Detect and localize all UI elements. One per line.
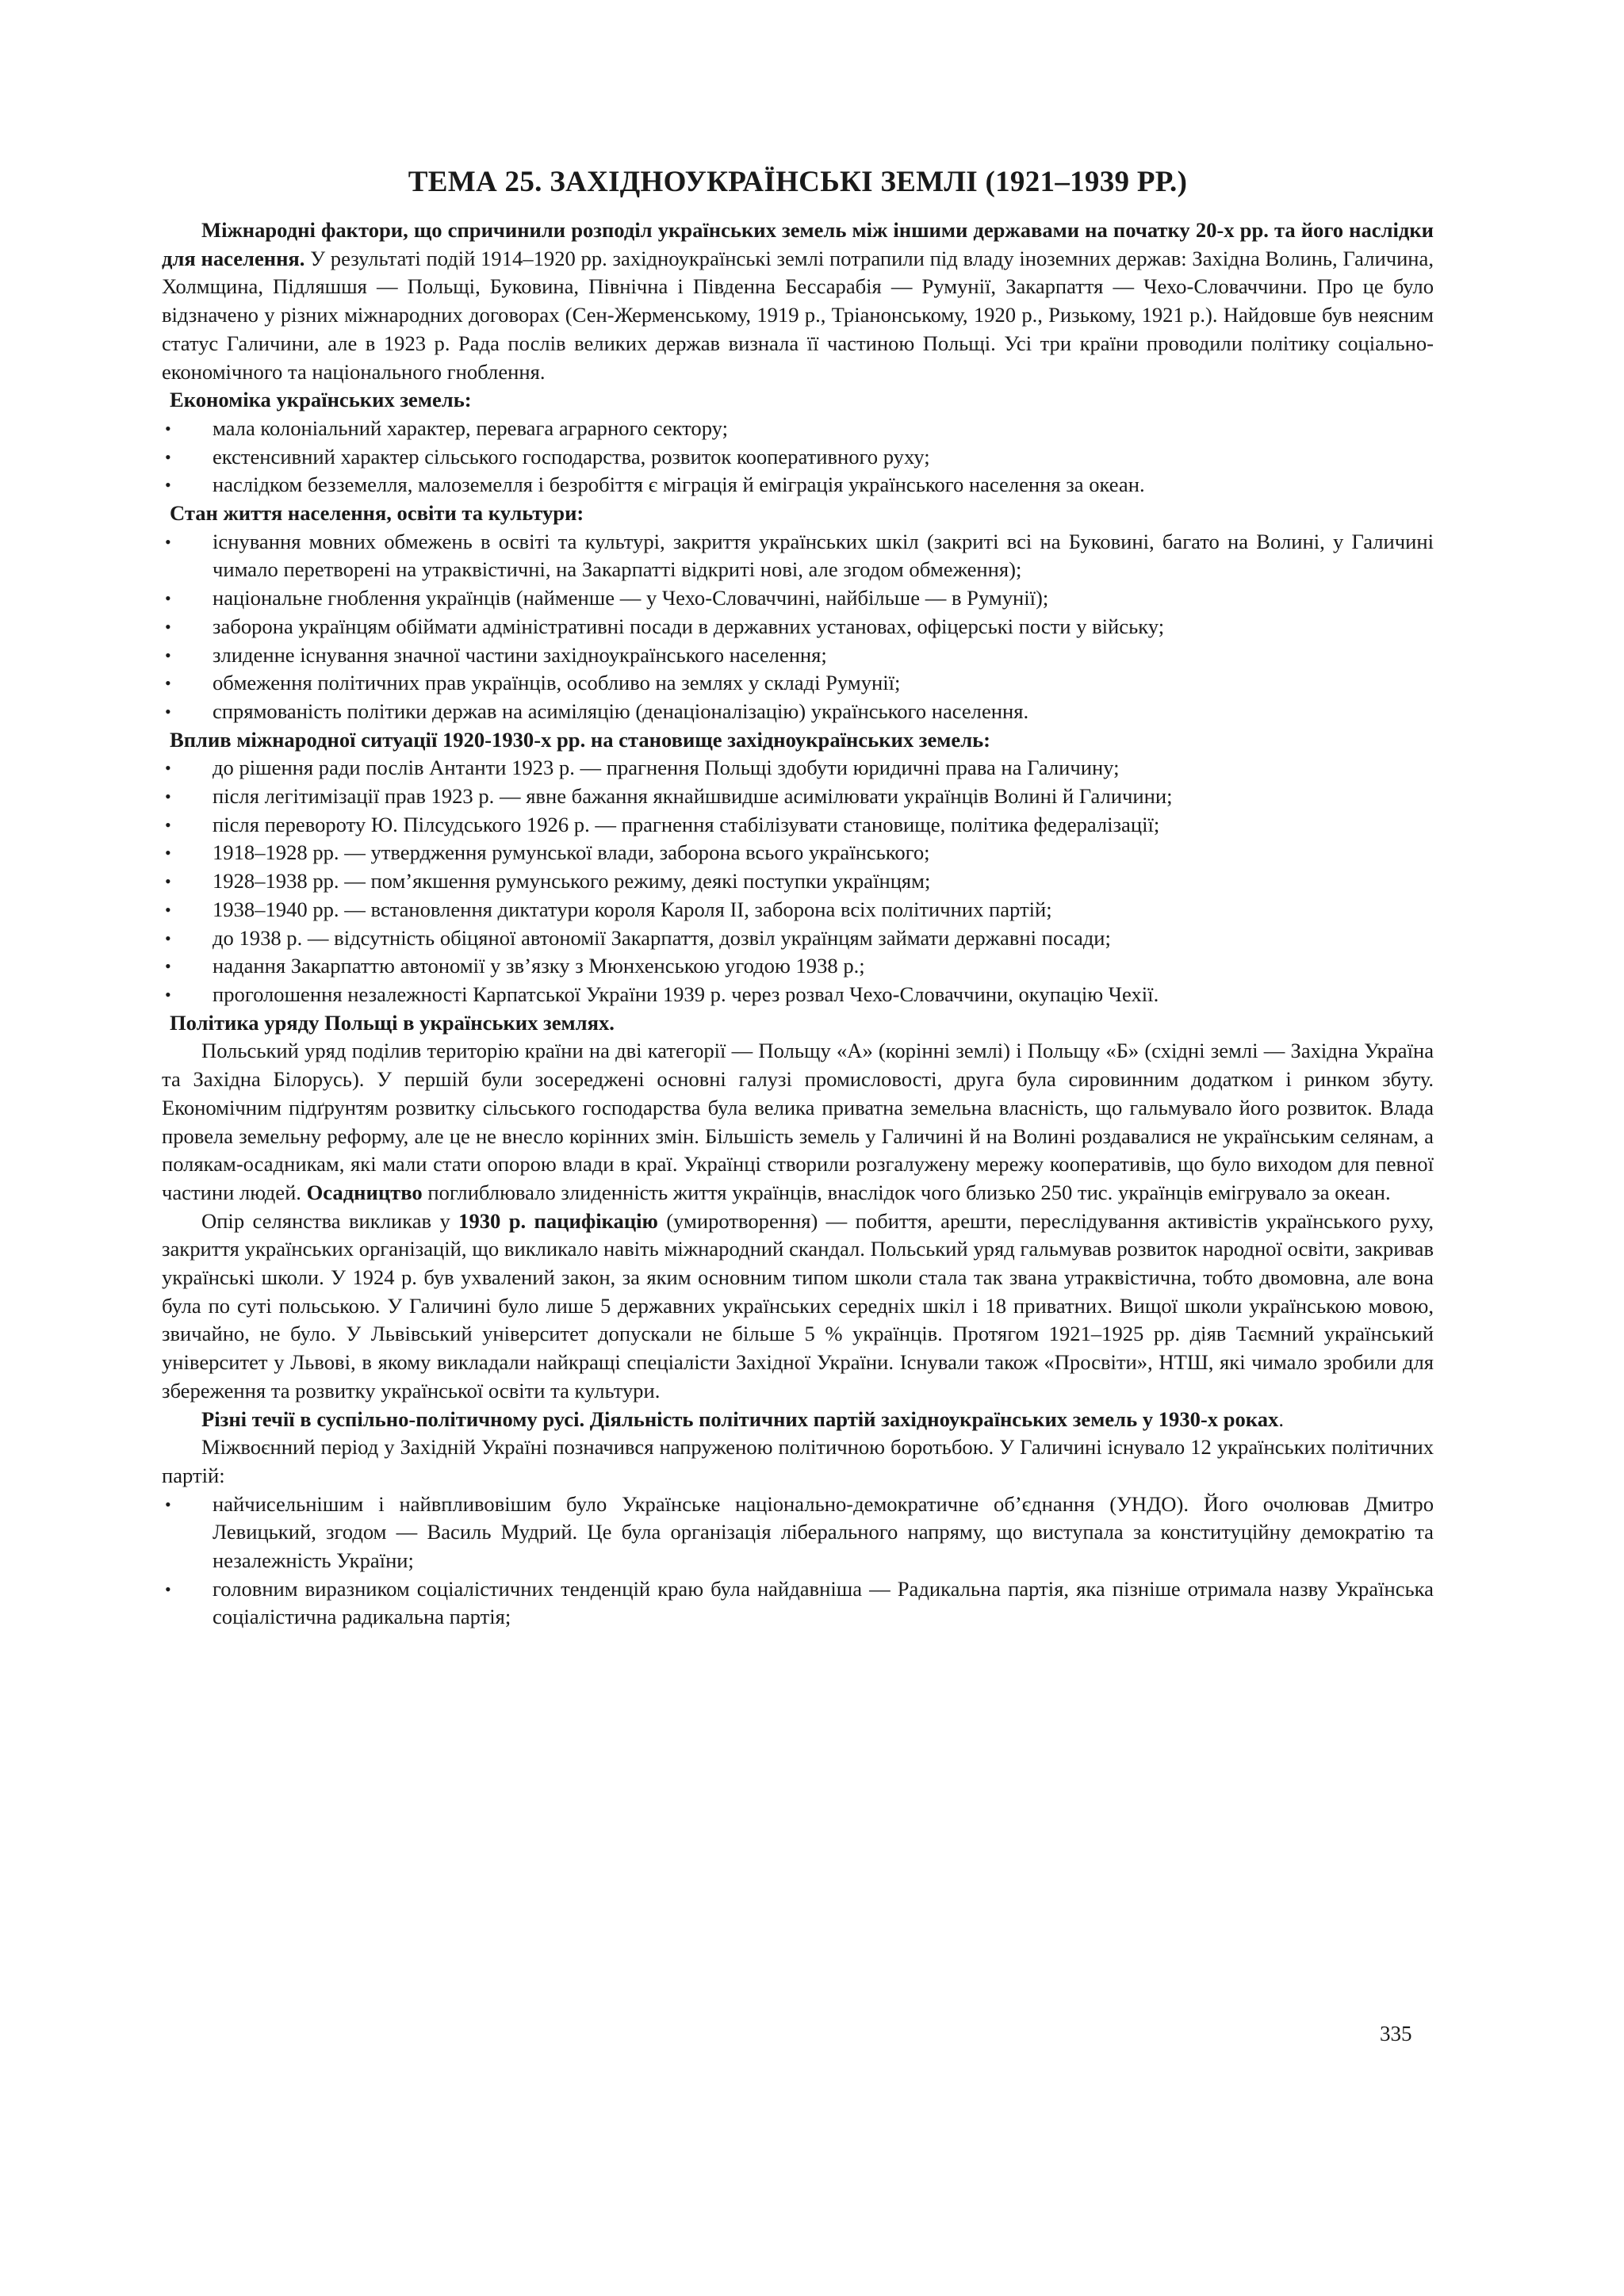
living-list	[162, 528, 1434, 726]
bullet-icon: •	[165, 446, 171, 467]
pacification-term: 1930 р. пацифікацію	[458, 1208, 658, 1233]
osadnytstvo-term: Осадництво	[306, 1180, 423, 1204]
list-item: • злиденне існування значної частини західноукраїнського населення;	[162, 641, 1434, 670]
list-item: • обмеження політичних прав українців, особливо на землях у складі Румунії;	[162, 669, 1434, 698]
parties-heading: Різні течії в суспільно-політичному русі. Діяльність політичних партій західноукраїнських земель у 1930-х роках.	[201, 1406, 1284, 1431]
bullet-icon: •	[165, 701, 171, 721]
list-item: • до рішення ради послів Антанти 1923 р. — прагнення Польщі здобути юридичні права на Галичину;	[162, 754, 1434, 783]
bullet-icon: •	[165, 758, 171, 779]
list-item: • 1928–1938 рр. — пом’якшення румунського режиму, деякі поступки українцям;	[162, 867, 1434, 896]
intro-bold-lead: Міжнародні фактори, що спричинили розподіл українських земель між іншими державами на початку 20-х рр. та його наслідки для населення.	[162, 218, 1434, 270]
bullet-icon: •	[165, 616, 171, 637]
intro-text: У результаті подій 1914–1920 рр. західноукраїнські землі потрапили під владу іноземних держав: Західна Волинь, Галичина, Холмщина, Підляшшя — Польщі, Буковина, Північна і Південна Бессарабія — Румунії, Закарпаття — Чехо-Словаччини. Про це було відзначено у різних міжнародних договорах (Сен-Жерменському, 1919 р., Тріанонському, 1920 р., Ризькому, 1921 р.). Найдовше був неясним статус Галичини, але в 1923 р. Рада послів великих держав визнала її частиною Польщі. Усі три країни проводили політику соціально-економічного та національного гноблення.	[162, 246, 1434, 384]
bullet-icon: •	[165, 475, 171, 496]
parties-list	[162, 1490, 1434, 1632]
living-heading: Стан життя населення, освіти та культури:	[170, 501, 584, 526]
bullet-icon: •	[165, 418, 171, 438]
bullet-icon: •	[165, 843, 171, 863]
list-item: • 1918–1928 рр. — утвердження румунської влади, заборона всього українського;	[162, 839, 1434, 867]
bullet-icon: •	[165, 645, 171, 665]
list-item: • заборона українцям обіймати адміністративні посади в державних установах, офіцерські пости у війську;	[162, 613, 1434, 641]
list-item: • існування мовних обмежень в освіті та культурі, закриття українських шкіл (закриті всі на Буковині, багато на Волині, у Галичині чимало перетворені на утраквістичні, на Закарпатті відкриті нові, але згодом обмеження);	[165, 529, 1434, 582]
poland-paragraph-1: Польський уряд поділив територію країни на дві категорії — Польщу «А» (корінні землі) і Польщу «Б» (східні землі — Західна Україна та Західна Білорусь). У першій були зосереджені основні галузі промисловості, друга була сировинним додатком і ринком збуту. Економічним підґрунтям розвитку сільського господарства була велика приватна земельна власність, що гальмувало його розвиток. Влада провела земельну реформу, але це не внесло корінних змін. Більшість земель у Галичині й на Волині роздавалися не українським селянам, а полякам-осадникам, які мали стати опорою влади в краї. Українці створили розгалужену мережу кооперативів, що було виходом для певної частини людей. Осадництво поглиблювало злиденність життя українців, внаслідок чого близько 250 тис. українців емігрувало за океан.	[162, 1039, 1434, 1204]
list-item: • мала колоніальний характер, перевага аграрного сектору;	[162, 415, 1434, 443]
list-item: • найчисельнішим і найвпливовішим було Українське національно-демократичне об’єднання (УНДО). Його очолював Дмитро Левицький, згодом — Василь Мудрий. Це була організація ліберального напряму, що виступала за конституційну демократію та незалежність України;	[165, 1491, 1434, 1573]
list-item: • 1938–1940 рр. — встановлення диктатури короля Кароля II, заборона всіх політичних партій;	[162, 896, 1434, 924]
list-item: • головним виразником соціалістичних тенденцій краю була найдавніша — Радикальна партія, яка пізніше отримала назву Українська соціалістична радикальна партія;	[165, 1576, 1434, 1629]
poland-heading: Політика уряду Польщі в українських землях.	[170, 1010, 615, 1035]
list-item: • після перевороту Ю. Пілсудського 1926 р. — прагнення стабілізувати становище, політика федералізації;	[162, 811, 1434, 840]
list-item: • спрямованість політики держав на асиміляцію (денаціоналізацію) українського населення.	[162, 698, 1434, 726]
list-item: • наслідком безземелля, малоземелля і безробіття є міграція й еміграція українського населення за океан.	[162, 471, 1434, 499]
bullet-icon: •	[165, 673, 171, 694]
intl-heading: Вплив міжнародної ситуації 1920-1930-х рр. на становище західноукраїнських земель:	[170, 727, 991, 752]
bullet-icon: •	[165, 1494, 171, 1514]
intl-list	[162, 754, 1434, 1008]
bullet-icon: •	[165, 1578, 171, 1599]
poland-paragraph-2: Опір селянства викликав у 1930 р. пацифікацію (умиротворення) — побиття, арешти, переслідування активістів українського руху, закриття українських організацій, що викликало навіть міжнародний скандал. Польський уряд гальмував розвиток народної освіти, закривав українські школи. У 1924 р. був ухвалений закон, за яким основним типом школи стала так звана утраквістична, тобто двомовна, але вона була по суті польською. У Галичині було лише 5 державних українських середніх шкіл і 18 приватних. Вищої школи українською мовою, звичайно, не було. У Львівський університет допускали не більше 5 % українців. Протягом 1921–1925 рр. діяв Таємний український університет у Львові, в якому викладали найкращі спеціалісти Західної України. Існували також «Просвіти», НТШ, які чимало зробили для збереження та розвитку української освіти та культури.	[162, 1208, 1434, 1402]
bullet-icon: •	[165, 588, 171, 609]
body-text	[162, 216, 1434, 1632]
bullet-icon: •	[165, 871, 171, 892]
list-item: • національне гноблення українців (найменше — у Чехо-Словаччині, найбільше — в Румунії);	[162, 584, 1434, 613]
list-item: • проголошення незалежності Карпатської України 1939 р. через розвал Чехо-Словаччини, окупацію Чехії.	[162, 981, 1434, 1009]
economy-list	[162, 415, 1434, 499]
bullet-icon: •	[165, 928, 171, 948]
bullet-icon: •	[165, 899, 171, 920]
bullet-icon: •	[165, 814, 171, 835]
list-item: • до 1938 р. — відсутність обіцяної автономії Закарпаття, дозвіл українцям займати державні посади;	[162, 924, 1434, 953]
page-title: ТЕМА 25. ЗАХІДНОУКРАЇНСЬКІ ЗЕМЛІ (1921–1939 РР.)	[408, 166, 1188, 198]
bullet-icon: •	[165, 786, 171, 807]
bullet-icon: •	[165, 956, 171, 977]
list-item: • після легітимізації прав 1923 р. — явне бажання якнайшвидше асимілювати українців Волині й Галичини;	[162, 783, 1434, 811]
list-item: • надання Закарпаттю автономії у зв’язку з Мюнхенською угодою 1938 р.;	[162, 952, 1434, 981]
bullet-icon: •	[165, 984, 171, 1004]
bullet-icon: •	[165, 531, 171, 552]
page-number: 335	[1380, 2022, 1412, 2045]
economy-heading: Економіка українських земель:	[170, 388, 472, 412]
intro-paragraph	[162, 216, 1434, 386]
parties-intro: Міжвоєнний період у Західній Україні позначився напруженою політичною боротьбою. У Галичині існувало 12 українських політичних партій:	[162, 1435, 1434, 1487]
list-item: • екстенсивний характер сільського господарства, розвиток кооперативного руху;	[162, 443, 1434, 472]
